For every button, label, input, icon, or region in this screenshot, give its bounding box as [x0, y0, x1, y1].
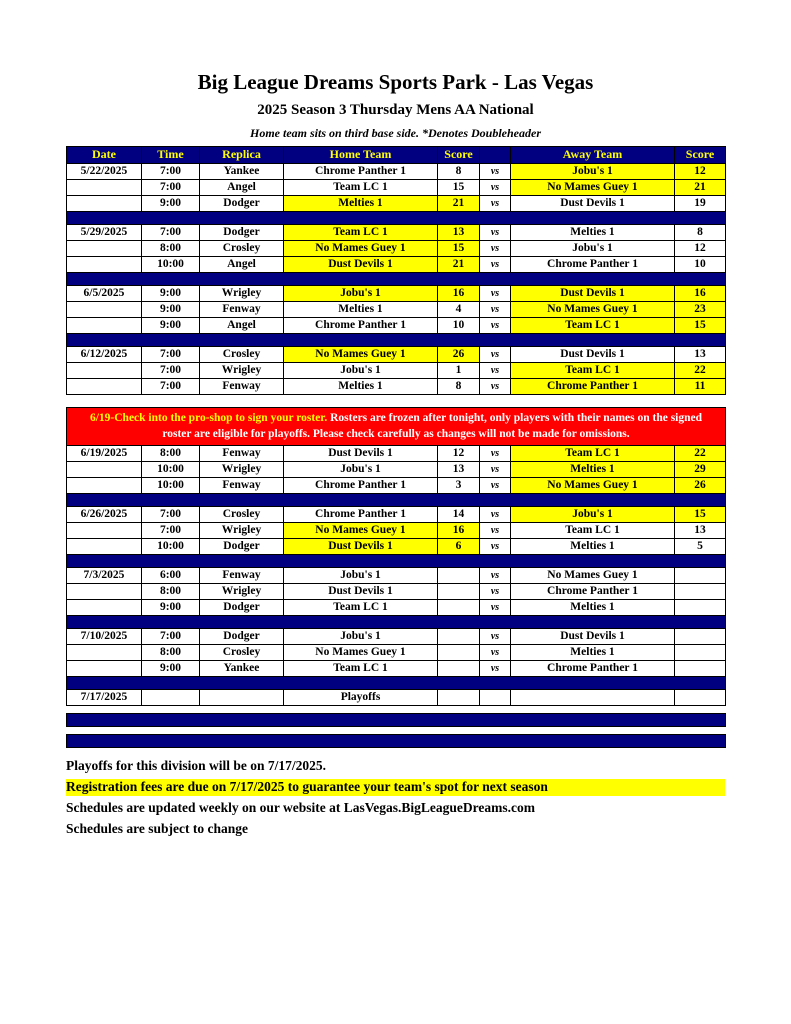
game-replica-cell: Fenway — [200, 446, 284, 462]
away-score-cell: 10 — [675, 257, 726, 273]
game-replica-cell: Crosley — [200, 645, 284, 661]
home-score-cell: 21 — [438, 196, 480, 212]
game-row — [67, 347, 726, 363]
game-date-cell: 5/29/2025 — [67, 225, 142, 241]
game-time-cell: 8:00 — [142, 645, 200, 661]
away-team-cell: Melties 1 — [511, 539, 675, 555]
game-date-cell: 6/26/2025 — [67, 507, 142, 523]
vs-label-cell: vs — [480, 462, 511, 478]
vs-label-cell: vs — [480, 446, 511, 462]
game-date-cell — [67, 302, 142, 318]
spacer-row — [67, 395, 726, 408]
game-date-cell: 5/22/2025 — [67, 164, 142, 180]
game-date-cell — [67, 363, 142, 379]
game-date-cell — [67, 379, 142, 395]
game-time-cell: 10:00 — [142, 539, 200, 555]
away-score-cell: 22 — [675, 446, 726, 462]
away-team-cell: Team LC 1 — [511, 363, 675, 379]
game-replica-cell: Wrigley — [200, 584, 284, 600]
vs-label-cell: vs — [480, 302, 511, 318]
game-time-cell: 7:00 — [142, 363, 200, 379]
separator-row — [67, 735, 726, 748]
away-team-cell — [511, 690, 675, 706]
away-team-cell: Dust Devils 1 — [511, 629, 675, 645]
game-row — [67, 568, 726, 584]
game-time-cell: 7:00 — [142, 347, 200, 363]
game-row — [67, 302, 726, 318]
game-row — [67, 379, 726, 395]
game-time-cell: 9:00 — [142, 302, 200, 318]
footer-subject-to-change-line: Schedules are subject to change — [66, 820, 248, 836]
vs-label-cell: vs — [480, 347, 511, 363]
game-replica-cell: Angel — [200, 257, 284, 273]
column-header-home-score: Score — [438, 147, 480, 164]
footer-website-line: Schedules are updated weekly on our website at LasVegas.BigLeagueDreams.com — [66, 799, 536, 815]
away-score-cell: 8 — [675, 225, 726, 241]
separator-row — [67, 677, 726, 690]
home-score-cell: 21 — [438, 257, 480, 273]
away-score-cell: 13 — [675, 347, 726, 363]
spacer — [67, 727, 726, 735]
game-row — [67, 180, 726, 196]
home-team-cell: Melties 1 — [284, 379, 438, 395]
game-replica-cell: Angel — [200, 318, 284, 334]
roster-banner-row — [67, 408, 726, 446]
game-date-cell — [67, 523, 142, 539]
game-replica-cell: Crosley — [200, 347, 284, 363]
away-team-cell: Jobu's 1 — [511, 164, 675, 180]
vs-label-cell: vs — [480, 196, 511, 212]
vs-label-cell: vs — [480, 661, 511, 677]
game-time-cell: 9:00 — [142, 661, 200, 677]
away-score-cell: 5 — [675, 539, 726, 555]
game-date-cell — [67, 196, 142, 212]
game-date-cell — [67, 539, 142, 555]
vs-label-cell: vs — [480, 539, 511, 555]
separator-row — [67, 212, 726, 225]
home-score-cell — [438, 584, 480, 600]
away-team-cell: Melties 1 — [511, 225, 675, 241]
away-score-cell: 15 — [675, 318, 726, 334]
separator-bar — [67, 494, 726, 507]
game-date-cell: 7/10/2025 — [67, 629, 142, 645]
home-score-cell — [438, 600, 480, 616]
separator-bar — [67, 735, 726, 748]
away-team-cell: No Mames Guey 1 — [511, 180, 675, 196]
game-time-cell: 7:00 — [142, 180, 200, 196]
game-replica-cell: Angel — [200, 180, 284, 196]
game-replica-cell: Yankee — [200, 164, 284, 180]
away-team-cell: Team LC 1 — [511, 318, 675, 334]
game-replica-cell: Crosley — [200, 241, 284, 257]
home-team-cell: Jobu's 1 — [284, 286, 438, 302]
home-team-cell: Melties 1 — [284, 302, 438, 318]
game-time-cell: 10:00 — [142, 257, 200, 273]
game-time-cell: 7:00 — [142, 507, 200, 523]
away-score-cell: 29 — [675, 462, 726, 478]
vs-label-cell: vs — [480, 600, 511, 616]
away-score-cell — [675, 584, 726, 600]
vs-label-cell: vs — [480, 180, 511, 196]
game-time-cell: 6:00 — [142, 568, 200, 584]
game-replica-cell: Dodger — [200, 629, 284, 645]
game-time-cell: 8:00 — [142, 584, 200, 600]
away-score-cell: 22 — [675, 363, 726, 379]
home-team-cell: No Mames Guey 1 — [284, 241, 438, 257]
home-score-cell — [438, 629, 480, 645]
game-row — [67, 507, 726, 523]
vs-label-cell: vs — [480, 164, 511, 180]
game-time-cell: 7:00 — [142, 164, 200, 180]
game-replica-cell: Wrigley — [200, 523, 284, 539]
home-team-cell: No Mames Guey 1 — [284, 523, 438, 539]
away-score-cell — [675, 629, 726, 645]
home-team-cell: Dust Devils 1 — [284, 257, 438, 273]
game-date-cell — [67, 257, 142, 273]
home-score-cell — [438, 645, 480, 661]
separator-row — [67, 494, 726, 507]
playoffs-label-cell: Playoffs — [284, 690, 438, 706]
vs-label-cell: vs — [480, 568, 511, 584]
home-score-cell — [438, 661, 480, 677]
home-team-cell: Chrome Panther 1 — [284, 507, 438, 523]
away-score-cell: 26 — [675, 478, 726, 494]
home-team-cell: Chrome Panther 1 — [284, 318, 438, 334]
away-team-cell: Chrome Panther 1 — [511, 379, 675, 395]
game-date-cell: 6/5/2025 — [67, 286, 142, 302]
roster-banner — [67, 408, 726, 446]
column-header-away-score: Score — [675, 147, 726, 164]
separator-bar — [67, 616, 726, 629]
home-team-cell: Jobu's 1 — [284, 629, 438, 645]
game-time-cell: 7:00 — [142, 629, 200, 645]
away-team-cell: Chrome Panther 1 — [511, 661, 675, 677]
game-row — [67, 462, 726, 478]
separator-bar — [67, 714, 726, 727]
away-score-cell: 11 — [675, 379, 726, 395]
separator-row — [67, 555, 726, 568]
home-score-cell: 12 — [438, 446, 480, 462]
column-header-replica: Replica — [200, 147, 284, 164]
away-score-cell: 16 — [675, 286, 726, 302]
game-time-cell: 9:00 — [142, 286, 200, 302]
game-row — [67, 257, 726, 273]
home-team-cell: Jobu's 1 — [284, 568, 438, 584]
home-score-cell: 15 — [438, 241, 480, 257]
footer-registration-line: Registration fees are due on 7/17/2025 to guarantee your team's spot for next season — [66, 779, 725, 796]
away-score-cell: 19 — [675, 196, 726, 212]
home-team-cell: Dust Devils 1 — [284, 446, 438, 462]
away-score-cell — [675, 690, 726, 706]
away-score-cell: 13 — [675, 523, 726, 539]
game-row — [67, 661, 726, 677]
game-date-cell — [67, 478, 142, 494]
home-team-cell: Dust Devils 1 — [284, 539, 438, 555]
game-row — [67, 286, 726, 302]
game-time-cell: 9:00 — [142, 600, 200, 616]
away-team-cell: Chrome Panther 1 — [511, 584, 675, 600]
game-date-cell — [67, 600, 142, 616]
away-score-cell — [675, 600, 726, 616]
home-team-cell: Team LC 1 — [284, 661, 438, 677]
game-replica-cell: Dodger — [200, 539, 284, 555]
game-time-cell: 7:00 — [142, 523, 200, 539]
home-score-cell — [438, 690, 480, 706]
game-time-cell: 9:00 — [142, 196, 200, 212]
vs-label-cell: vs — [480, 225, 511, 241]
game-replica-cell: Dodger — [200, 225, 284, 241]
game-row — [67, 523, 726, 539]
away-score-cell: 12 — [675, 241, 726, 257]
column-header-vs — [480, 147, 511, 164]
away-team-cell: Melties 1 — [511, 645, 675, 661]
vs-label-cell: vs — [480, 318, 511, 334]
game-row — [67, 164, 726, 180]
away-team-cell: No Mames Guey 1 — [511, 478, 675, 494]
home-team-cell: Team LC 1 — [284, 225, 438, 241]
home-team-cell: Chrome Panther 1 — [284, 164, 438, 180]
game-row — [67, 363, 726, 379]
spacer — [67, 706, 726, 714]
vs-label-cell: vs — [480, 379, 511, 395]
vs-label-cell: vs — [480, 523, 511, 539]
game-row — [67, 241, 726, 257]
away-team-cell: Chrome Panther 1 — [511, 257, 675, 273]
separator-bar — [67, 273, 726, 286]
game-replica-cell: Fenway — [200, 478, 284, 494]
game-time-cell: 8:00 — [142, 446, 200, 462]
vs-label-cell: vs — [480, 363, 511, 379]
game-row — [67, 196, 726, 212]
home-team-cell: Dust Devils 1 — [284, 584, 438, 600]
home-team-cell: Chrome Panther 1 — [284, 478, 438, 494]
away-team-cell: Melties 1 — [511, 600, 675, 616]
away-team-cell: Melties 1 — [511, 462, 675, 478]
separator-row — [67, 334, 726, 347]
home-score-cell: 13 — [438, 225, 480, 241]
game-replica-cell: Wrigley — [200, 462, 284, 478]
game-row — [67, 629, 726, 645]
away-team-cell: Jobu's 1 — [511, 507, 675, 523]
separator-bar — [67, 212, 726, 225]
game-time-cell: 7:00 — [142, 379, 200, 395]
home-score-cell: 3 — [438, 478, 480, 494]
game-date-cell — [67, 584, 142, 600]
footer — [66, 758, 725, 838]
vs-label-cell: vs — [480, 286, 511, 302]
separator-bar — [67, 334, 726, 347]
game-replica-cell: Dodger — [200, 600, 284, 616]
home-score-cell: 4 — [438, 302, 480, 318]
game-time-cell — [142, 690, 200, 706]
game-row — [67, 225, 726, 241]
vs-label-cell — [480, 690, 511, 706]
game-replica-cell: Fenway — [200, 379, 284, 395]
game-date-cell — [67, 661, 142, 677]
away-score-cell — [675, 645, 726, 661]
game-row — [67, 318, 726, 334]
away-team-cell: Team LC 1 — [511, 446, 675, 462]
away-score-cell: 12 — [675, 164, 726, 180]
home-team-cell: No Mames Guey 1 — [284, 347, 438, 363]
separator-bar — [67, 555, 726, 568]
home-team-cell: Melties 1 — [284, 196, 438, 212]
vs-label-cell: vs — [480, 257, 511, 273]
page-subtitle: 2025 Season 3 Thursday Mens AA National — [257, 102, 534, 118]
home-score-cell: 6 — [438, 539, 480, 555]
home-team-cell: No Mames Guey 1 — [284, 645, 438, 661]
game-replica-cell: Dodger — [200, 196, 284, 212]
away-team-cell: Team LC 1 — [511, 523, 675, 539]
game-replica-cell: Wrigley — [200, 286, 284, 302]
column-header-away-team: Away Team — [511, 147, 675, 164]
home-team-cell: Team LC 1 — [284, 600, 438, 616]
home-score-cell: 8 — [438, 164, 480, 180]
away-team-cell: Dust Devils 1 — [511, 196, 675, 212]
page-title: Big League Dreams Sports Park - Las Vegas — [197, 70, 594, 94]
away-team-cell: Dust Devils 1 — [511, 286, 675, 302]
home-score-cell: 8 — [438, 379, 480, 395]
game-row — [67, 539, 726, 555]
game-replica-cell: Fenway — [200, 568, 284, 584]
away-score-cell — [675, 568, 726, 584]
separator-row — [67, 714, 726, 727]
vs-label-cell: vs — [480, 629, 511, 645]
away-score-cell: 23 — [675, 302, 726, 318]
home-team-cell: Jobu's 1 — [284, 462, 438, 478]
game-date-cell — [67, 462, 142, 478]
banner-body-text: Rosters are frozen after tonight, only players with their names on the signed roster are eligible for playoffs. Please check carefully as changes will not be made for omissions. — [162, 412, 703, 440]
game-time-cell: 10:00 — [142, 478, 200, 494]
game-row — [67, 584, 726, 600]
home-score-cell: 16 — [438, 523, 480, 539]
game-replica-cell: Yankee — [200, 661, 284, 677]
game-replica-cell — [200, 690, 284, 706]
vs-label-cell: vs — [480, 241, 511, 257]
game-date-cell — [67, 318, 142, 334]
home-score-cell — [438, 568, 480, 584]
spacer-row — [67, 727, 726, 735]
banner-highlight-text: 6/19-Check into the pro-shop to sign your roster. — [89, 412, 331, 424]
game-date-cell: 6/19/2025 — [67, 446, 142, 462]
playoffs-date-cell: 7/17/2025 — [67, 690, 142, 706]
vs-label-cell: vs — [480, 584, 511, 600]
playoffs-row — [67, 690, 726, 706]
away-team-cell: Dust Devils 1 — [511, 347, 675, 363]
vs-label-cell: vs — [480, 507, 511, 523]
game-time-cell: 9:00 — [142, 318, 200, 334]
table-header-row — [67, 147, 726, 164]
game-row — [67, 645, 726, 661]
game-row — [67, 478, 726, 494]
home-score-cell: 1 — [438, 363, 480, 379]
home-team-cell: Team LC 1 — [284, 180, 438, 196]
home-score-cell: 16 — [438, 286, 480, 302]
away-score-cell: 15 — [675, 507, 726, 523]
schedule-table — [66, 146, 726, 748]
game-date-cell — [67, 180, 142, 196]
game-time-cell: 10:00 — [142, 462, 200, 478]
away-score-cell — [675, 661, 726, 677]
column-header-date: Date — [67, 147, 142, 164]
away-team-cell: Jobu's 1 — [511, 241, 675, 257]
spacer-row — [67, 706, 726, 714]
game-row — [67, 600, 726, 616]
home-score-cell: 15 — [438, 180, 480, 196]
home-score-cell: 14 — [438, 507, 480, 523]
footer-playoffs-line: Playoffs for this division will be on 7/17/2025. — [66, 758, 327, 774]
vs-label-cell: vs — [480, 645, 511, 661]
game-replica-cell: Fenway — [200, 302, 284, 318]
game-time-cell: 7:00 — [142, 225, 200, 241]
game-date-cell: 7/3/2025 — [67, 568, 142, 584]
column-header-home-team: Home Team — [284, 147, 438, 164]
home-score-cell: 13 — [438, 462, 480, 478]
spacer — [67, 395, 726, 408]
vs-label-cell: vs — [480, 478, 511, 494]
separator-row — [67, 616, 726, 629]
game-time-cell: 8:00 — [142, 241, 200, 257]
game-replica-cell: Crosley — [200, 507, 284, 523]
game-date-cell — [67, 645, 142, 661]
column-header-time: Time — [142, 147, 200, 164]
home-team-cell: Jobu's 1 — [284, 363, 438, 379]
home-score-cell: 26 — [438, 347, 480, 363]
home-team-note: Home team sits on third base side. *Denotes Doubleheader — [250, 126, 541, 140]
away-team-cell: No Mames Guey 1 — [511, 568, 675, 584]
game-replica-cell: Wrigley — [200, 363, 284, 379]
separator-row — [67, 273, 726, 286]
home-score-cell: 10 — [438, 318, 480, 334]
away-team-cell: No Mames Guey 1 — [511, 302, 675, 318]
away-score-cell: 21 — [675, 180, 726, 196]
separator-bar — [67, 677, 726, 690]
game-date-cell: 6/12/2025 — [67, 347, 142, 363]
game-row — [67, 446, 726, 462]
game-date-cell — [67, 241, 142, 257]
